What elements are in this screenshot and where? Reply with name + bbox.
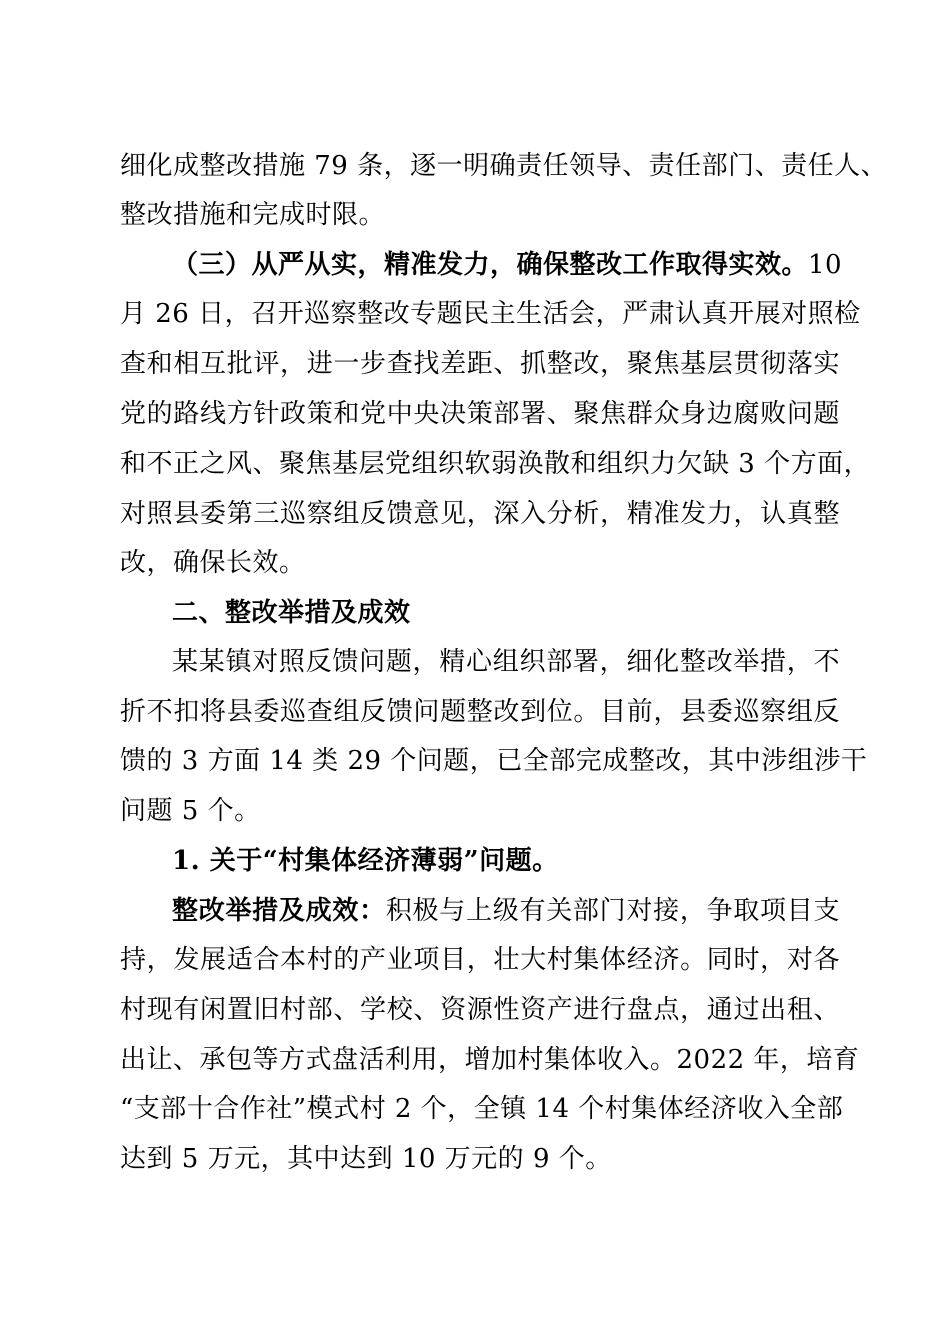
text-line: 对照县委第三巡察组反馈意见，深入分析，精准发力，认真整 <box>120 499 840 529</box>
subsection-heading-3 <box>172 240 843 290</box>
item-heading-1: 1. 关于“村集体经济薄弱”问题。 <box>172 846 559 876</box>
text-line: 党的路线方针政策和党中央决策部署、聚焦群众身边腐败问题 <box>120 399 840 429</box>
text-line: 出让、承包等方式盘活利用，增加村集体收入。2022 年，培育 <box>120 1045 860 1075</box>
text-line: 整改措施和完成时限。 <box>120 200 386 230</box>
text-line: 改，确保长效。 <box>120 548 306 578</box>
text-line: 问题 5 个。 <box>120 796 261 826</box>
text-line: 和不正之风、聚焦基层党组织软弱涣散和组织力欠缺 3 个方面， <box>120 449 871 479</box>
text-line: 折不扣将县委巡查组反馈问题整改到位。目前，县委巡察组反 <box>120 697 840 727</box>
text-line: 查和相互批评，进一步查找差距、抓整改，聚焦基层贯彻落实 <box>120 349 840 379</box>
text-line: 村现有闲置旧村部、学校、资源性资产进行盘点，通过出租、 <box>120 995 840 1025</box>
section-heading-2: 二、整改举措及成效 <box>172 598 411 628</box>
text-line: 达到 5 万元，其中达到 10 万元的 9 个。 <box>120 1144 612 1174</box>
text-line: 馈的 3 方面 14 类 29 个问题，已全部完成整改，其中涉组涉干 <box>120 746 868 776</box>
measures-line <box>172 886 840 936</box>
measures-text: 积极与上级有关部门对接，争取项目支 <box>385 896 840 926</box>
text-line: 持，发展适合本村的产业项目，壮大村集体经济。同时，对各 <box>120 945 840 975</box>
subsection-heading-bold: （三）从严从实，精准发力，确保整改工作取得实效。 <box>172 250 809 280</box>
text-line: “支部十合作社”模式村 2 个，全镇 14 个村集体经济收入全部 <box>120 1094 844 1124</box>
text-line: 细化成整改措施 79 条，逐一明确责任领导、责任部门、责任人、 <box>120 151 888 181</box>
subsection-heading-rest: 10 <box>808 250 843 280</box>
text-line: 某某镇对照反馈问题，精心组织部署，细化整改举措，不 <box>172 647 840 677</box>
text-line: 月 26 日，召开巡察整改专题民主生活会，严肃认真开展对照检 <box>120 299 861 329</box>
measures-label: 整改举措及成效： <box>172 896 386 926</box>
